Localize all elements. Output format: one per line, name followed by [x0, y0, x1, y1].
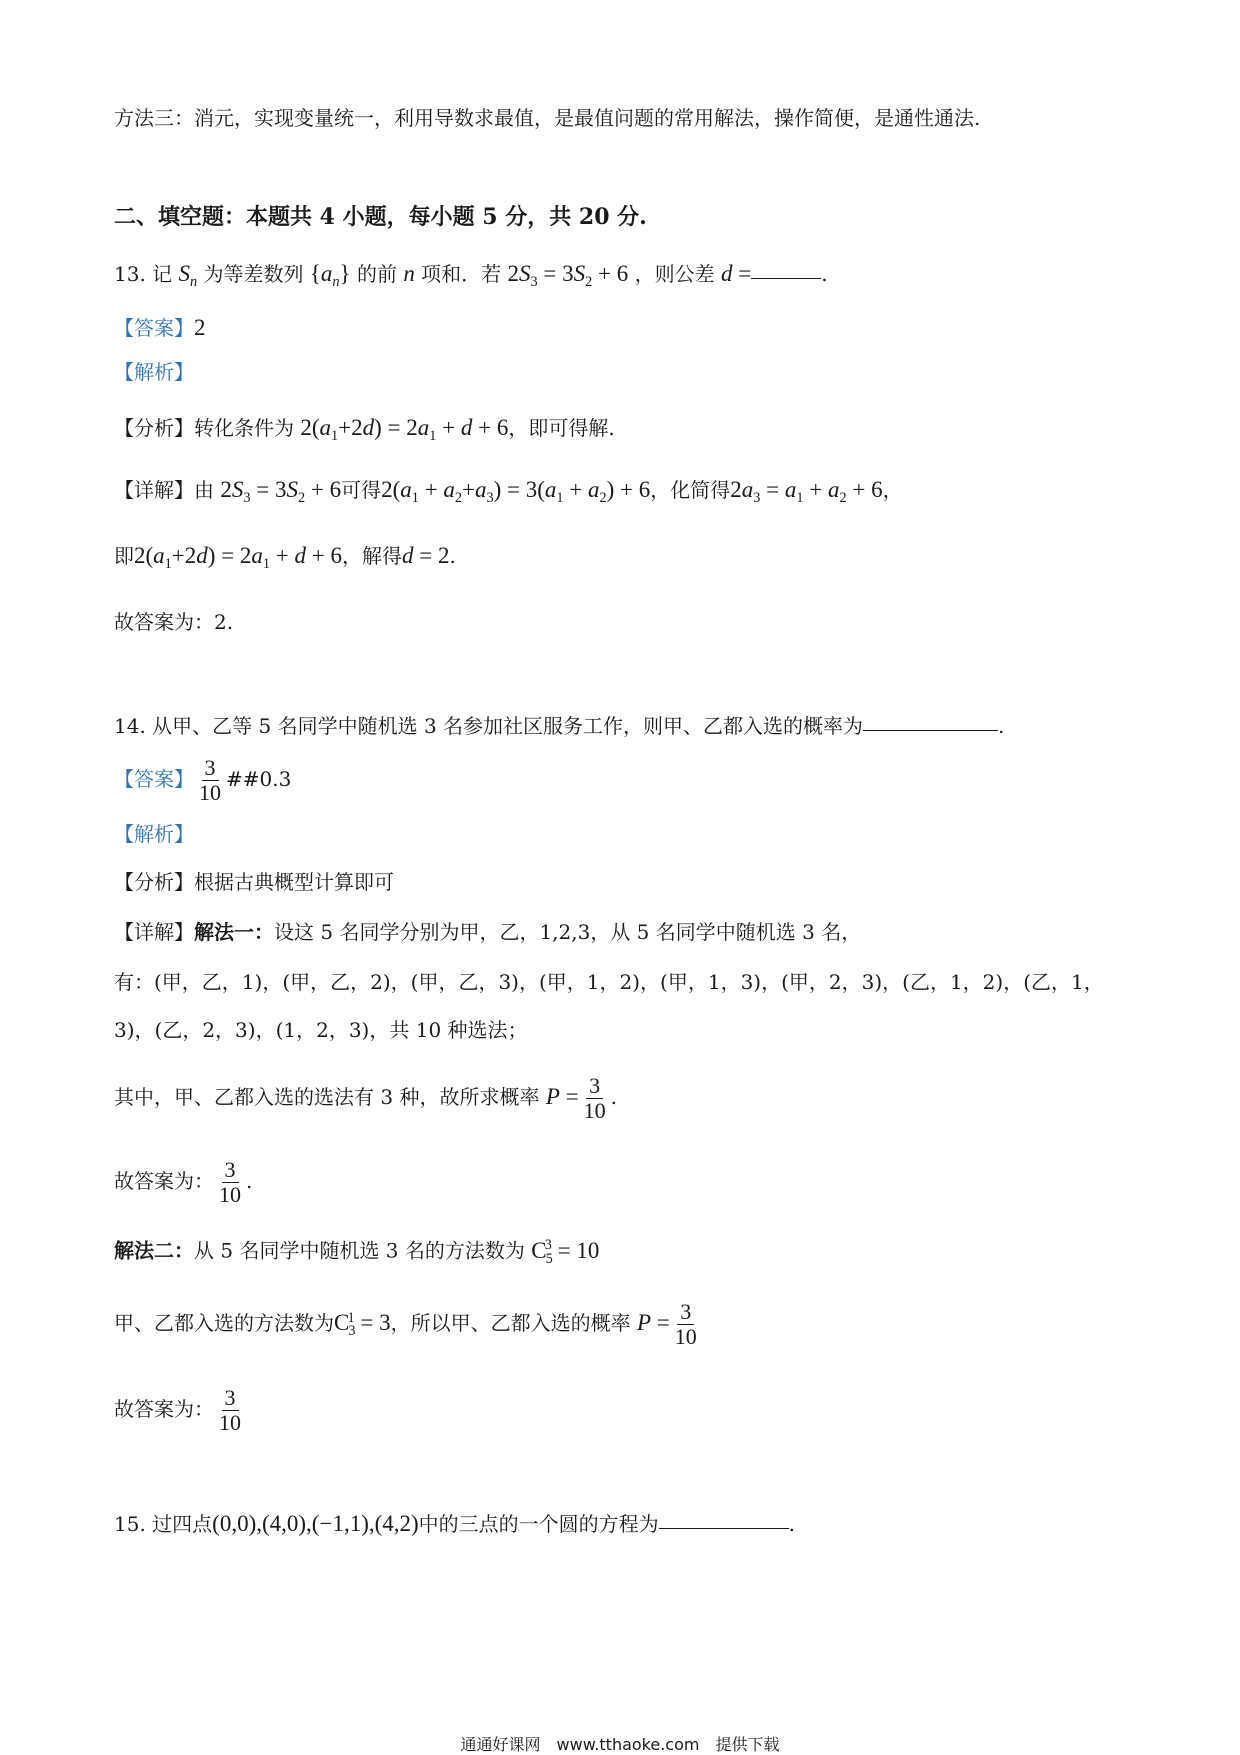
- answer-blank[interactable]: [751, 277, 821, 279]
- q13-analysis-tag: 【解析】: [114, 360, 194, 384]
- q14-question: 14. 从甲、乙等 5 名同学中随机选 3 名参加社区服务工作，则甲、乙都入选的概率为 .: [114, 714, 1005, 738]
- section-title: 二、填空题：本题共 4 小题，每小题 5 分，共 20 分.: [114, 204, 647, 230]
- q13-solve: 即$2(a_1+2d) = 2a_1 + d + 6$，解得d = 2.: [114, 543, 456, 572]
- q13-conclusion: 故答案为：2.: [114, 610, 234, 634]
- q14-fenxi: 【分析】根据古典概型计算即可: [114, 870, 394, 894]
- q13-fenxi: 【分析】转化条件为 $2(a_1+2d) = 2a_1 + d + 6$，即可得解.: [114, 415, 615, 444]
- q14-conclusion-2: 故答案为： $\frac{3}{10}$: [114, 1385, 241, 1436]
- q13-xiangjie: 【详解】由 $2S_3 = 3S_2 + 6$可得$2(a_1 + a_2+a_3) = 3(a_1 + a_2) + 6$，化简得$2a_3 = a_1 + a_2 + 6$，: [114, 477, 903, 506]
- q14-method2: 解法二：从 5 名同学中随机选 3 名的方法数为 $C_5^3 = 10$: [114, 1237, 600, 1267]
- q14-answer: 【答案】 $\frac{3}{10}$ ##0.3: [114, 755, 292, 806]
- q14-conclusion-1: 故答案为： $\frac{3}{10}$ .: [114, 1157, 253, 1208]
- q14-m1-result: 其中，甲、乙都入选的选法有 3 种，故所求概率 P = $\frac{3}{10}$ .: [114, 1073, 617, 1124]
- answer-blank[interactable]: [659, 1527, 789, 1529]
- q15-question: 15. 过四点(0,0),(4,0),(−1,1),(4,2)中的三点的一个圆的方程为 .: [114, 1511, 796, 1536]
- q14-list-line1: 有：(甲，乙，1)，(甲，乙，2)，(甲，乙，3)，(甲，1，2)，(甲，1，3)，(甲，2，3)，(乙，1，2)，(乙，1，: [114, 970, 1104, 994]
- q13-answer: 【答案】2: [114, 315, 206, 340]
- answer-blank[interactable]: [863, 729, 998, 731]
- q14-analysis-tag: 【解析】: [114, 822, 194, 846]
- q13-question: 13. 记 $S_n$ 为等差数列 $\{a_n\}$ 的前 n 项和．若 $2S_3 = 3S_2 + 6$ ，则公差 d = .: [114, 261, 828, 290]
- q14-m2-result: 甲、乙都入选的方法数为$C_3^1 = 3$，所以甲、乙都入选的概率 P = $\frac{3}{10}$: [114, 1299, 697, 1350]
- q14-list-line2: 3)，(乙，2，3)，(1，2，3)，共 10 种选法；: [114, 1018, 528, 1042]
- q14-method1: 【详解】解法一：设这 5 名同学分别为甲，乙，1,2,3，从 5 名同学中随机选 3 名，: [114, 920, 862, 944]
- footer: 通通好课网 www.tthaoke.com 提供下载: [460, 1735, 780, 1754]
- method3-text: 方法三：消元，实现变量统一，利用导数求最值，是最值问题的常用解法，操作简便，是通性通法.: [114, 106, 981, 130]
